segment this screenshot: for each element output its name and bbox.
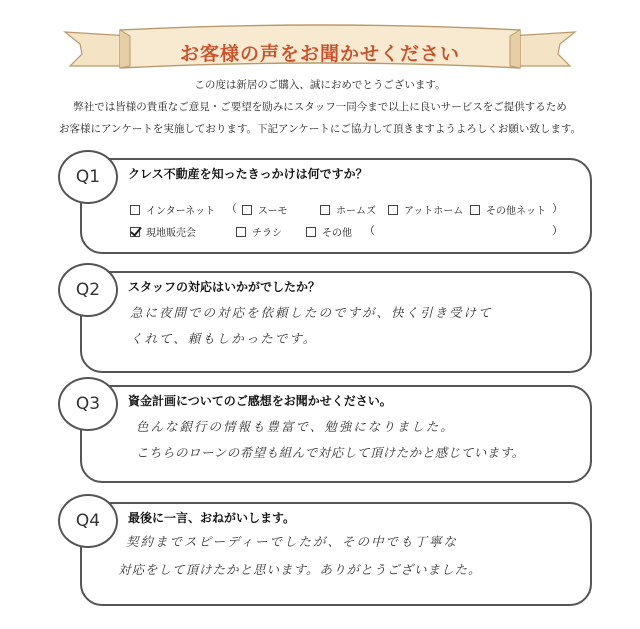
checkbox[interactable] (306, 227, 316, 237)
question-2-title: スタッフの対応はいかがでしたか？ (128, 280, 321, 294)
banner-title: お客様の声をお聞かせください (179, 43, 460, 65)
question-4 (58, 494, 590, 606)
checkbox[interactable] (242, 205, 252, 215)
option-label: チラシ (252, 228, 282, 239)
paren-open: （ (226, 202, 237, 215)
question-1-title: クレス不動産を知ったきっかけは何ですか？ (128, 167, 368, 181)
option-flyer[interactable] (236, 224, 282, 239)
paren-close: ） (552, 224, 563, 237)
question-2-badge: Q2 (58, 263, 118, 317)
option-label: スーモ (258, 206, 288, 217)
paren-open: （ (364, 224, 375, 237)
answer-4-line-2: 対応をして頂けたかと思います。ありがとうございました。 (118, 562, 482, 577)
question-3-title: 資金計画についてのご感想をお聞かせください。 (128, 394, 392, 408)
option-other-net[interactable] (470, 202, 546, 217)
question-1-badge: Q1 (58, 150, 118, 204)
question-3-badge: Q3 (58, 377, 118, 431)
checkbox[interactable] (320, 205, 330, 215)
checkbox[interactable] (130, 205, 140, 215)
intro-line-1: この度は新居のご購入、誠におめでとうございます。 (194, 79, 446, 91)
answer-3-line-2: こちらのローンの希望も組んで対応して頂けたかと感じています。 (136, 445, 525, 460)
option-onsite-sale[interactable] (130, 224, 196, 239)
checkbox[interactable] (470, 205, 480, 215)
option-label: その他 (322, 228, 352, 239)
option-other[interactable] (306, 224, 352, 239)
question-4-badge: Q4 (58, 494, 118, 548)
option-internet[interactable] (130, 202, 215, 217)
checkbox[interactable] (236, 227, 246, 237)
intro-line-2: 弊社では皆様の貴重なご意見・ご要望を励みにスタッフ一同今まで以上に良いサービスをご提供するため (73, 101, 567, 113)
checkbox-checked[interactable] (130, 227, 140, 237)
option-suumo[interactable] (242, 202, 288, 217)
question-1 (58, 150, 590, 255)
option-athome[interactable] (388, 202, 463, 217)
checkbox[interactable] (388, 205, 398, 215)
question-2 (58, 263, 590, 375)
paren-close: ） (552, 202, 563, 215)
answer-3-line-1: 色んな銀行の情報も豊富で、勉強になりました。 (136, 419, 455, 434)
option-label: アットホーム (404, 206, 464, 217)
answer-4-line-1: 契約までスピーディーでしたが、その中でも丁寧な (126, 534, 459, 549)
option-label: 現地販売会 (146, 228, 196, 239)
option-homes[interactable] (320, 202, 376, 217)
option-label: その他ネット (486, 206, 546, 217)
option-label: インターネット (146, 206, 216, 217)
answer-2-line-2: くれて、頼もしかったです。 (130, 331, 318, 346)
answer-2-line-1: 急に夜間での対応を依頼したのですが、快く引き受けて (130, 305, 493, 320)
intro-line-3: お客様にアンケートを実施しております。下記アンケートにご協力して頂きますようよろしくお願い致します。 (58, 123, 582, 135)
question-4-title: 最後に一言、おねがいします。 (128, 511, 296, 525)
question-3 (58, 377, 590, 485)
option-label: ホームズ (336, 206, 376, 217)
